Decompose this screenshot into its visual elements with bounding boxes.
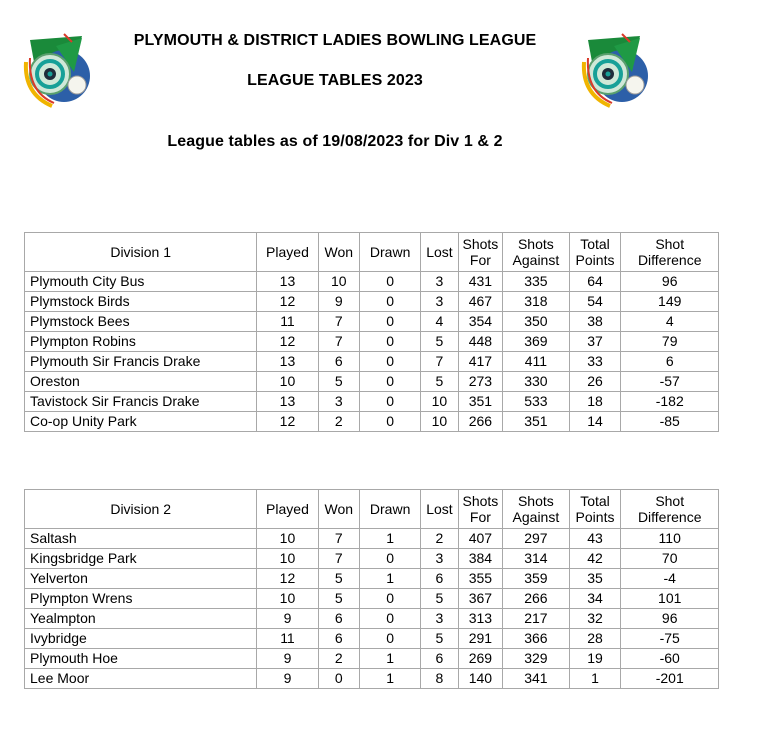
lost-cell: 2 bbox=[421, 529, 458, 549]
won-cell: 5 bbox=[318, 372, 359, 392]
shots-for-cell: 351 bbox=[458, 392, 503, 412]
total-points-cell: 32 bbox=[569, 609, 621, 629]
col-won: Won bbox=[318, 490, 359, 529]
drawn-cell: 1 bbox=[360, 669, 421, 689]
drawn-cell: 0 bbox=[360, 312, 421, 332]
shots-against-cell: 350 bbox=[503, 312, 569, 332]
shots-for-cell: 140 bbox=[458, 669, 503, 689]
shots-against-cell: 351 bbox=[503, 412, 569, 432]
shots-against-cell: 330 bbox=[503, 372, 569, 392]
drawn-cell: 0 bbox=[360, 352, 421, 372]
drawn-cell: 0 bbox=[360, 372, 421, 392]
table-row bbox=[25, 292, 719, 312]
won-cell: 5 bbox=[318, 589, 359, 609]
team-name: Oreston bbox=[25, 372, 257, 392]
shot-difference-cell: -201 bbox=[621, 669, 719, 689]
table-row bbox=[25, 412, 719, 432]
total-points-cell: 38 bbox=[569, 312, 621, 332]
col-shot-difference: Shot Difference bbox=[621, 233, 719, 272]
table-row bbox=[25, 589, 719, 609]
team-name: Saltash bbox=[25, 529, 257, 549]
played-cell: 12 bbox=[257, 412, 318, 432]
won-cell: 6 bbox=[318, 629, 359, 649]
shots-against-cell: 533 bbox=[503, 392, 569, 412]
won-cell: 6 bbox=[318, 609, 359, 629]
table-row bbox=[25, 392, 719, 412]
won-cell: 9 bbox=[318, 292, 359, 312]
shot-difference-cell: -60 bbox=[621, 649, 719, 669]
team-name: Co-op Unity Park bbox=[25, 412, 257, 432]
played-cell: 12 bbox=[257, 292, 318, 312]
lost-cell: 5 bbox=[421, 332, 458, 352]
lost-cell: 5 bbox=[421, 372, 458, 392]
played-cell: 12 bbox=[257, 569, 318, 589]
col-shots-against: Shots Against bbox=[503, 233, 569, 272]
col-won: Won bbox=[318, 233, 359, 272]
played-cell: 10 bbox=[257, 589, 318, 609]
team-name: Kingsbridge Park bbox=[25, 549, 257, 569]
table-row bbox=[25, 669, 719, 689]
shots-for-cell: 313 bbox=[458, 609, 503, 629]
shots-for-cell: 269 bbox=[458, 649, 503, 669]
col-played: Played bbox=[257, 490, 318, 529]
shot-difference-cell: -57 bbox=[621, 372, 719, 392]
col-shots-against: Shots Against bbox=[503, 490, 569, 529]
played-cell: 13 bbox=[257, 272, 318, 292]
col-drawn: Drawn bbox=[360, 233, 421, 272]
shots-for-cell: 384 bbox=[458, 549, 503, 569]
col-shot-difference: Shot Difference bbox=[621, 490, 719, 529]
shots-for-cell: 273 bbox=[458, 372, 503, 392]
shots-for-cell: 354 bbox=[458, 312, 503, 332]
played-cell: 13 bbox=[257, 352, 318, 372]
shots-for-cell: 467 bbox=[458, 292, 503, 312]
division-2-table bbox=[24, 489, 719, 689]
shots-for-cell: 266 bbox=[458, 412, 503, 432]
shots-against-cell: 369 bbox=[503, 332, 569, 352]
division-name: Division 2 bbox=[25, 490, 257, 529]
drawn-cell: 0 bbox=[360, 292, 421, 312]
col-total-points: Total Points bbox=[569, 490, 621, 529]
shot-difference-cell: -75 bbox=[621, 629, 719, 649]
table-row bbox=[25, 649, 719, 669]
shots-against-cell: 314 bbox=[503, 549, 569, 569]
shot-difference-cell: 4 bbox=[621, 312, 719, 332]
col-shots-for: Shots For bbox=[458, 233, 503, 272]
won-cell: 10 bbox=[318, 272, 359, 292]
total-points-cell: 18 bbox=[569, 392, 621, 412]
won-cell: 5 bbox=[318, 569, 359, 589]
shots-against-cell: 318 bbox=[503, 292, 569, 312]
col-drawn: Drawn bbox=[360, 490, 421, 529]
lost-cell: 6 bbox=[421, 649, 458, 669]
col-played: Played bbox=[257, 233, 318, 272]
played-cell: 11 bbox=[257, 312, 318, 332]
total-points-cell: 42 bbox=[569, 549, 621, 569]
lost-cell: 8 bbox=[421, 669, 458, 689]
won-cell: 7 bbox=[318, 549, 359, 569]
shots-against-cell: 217 bbox=[503, 609, 569, 629]
total-points-cell: 54 bbox=[569, 292, 621, 312]
won-cell: 3 bbox=[318, 392, 359, 412]
shot-difference-cell: 110 bbox=[621, 529, 719, 549]
won-cell: 2 bbox=[318, 412, 359, 432]
team-name: Plymouth City Bus bbox=[25, 272, 257, 292]
team-name: Plymstock Bees bbox=[25, 312, 257, 332]
shot-difference-cell: 96 bbox=[621, 272, 719, 292]
team-name: Lee Moor bbox=[25, 669, 257, 689]
date-line: League tables as of 19/08/2023 for Div 1 & 2 bbox=[167, 133, 503, 150]
shot-difference-cell: 70 bbox=[621, 549, 719, 569]
drawn-cell: 0 bbox=[360, 609, 421, 629]
total-points-cell: 33 bbox=[569, 352, 621, 372]
table-row bbox=[25, 332, 719, 352]
table-row bbox=[25, 272, 719, 292]
table-row bbox=[25, 569, 719, 589]
lost-cell: 3 bbox=[421, 549, 458, 569]
lost-cell: 10 bbox=[421, 392, 458, 412]
won-cell: 7 bbox=[318, 312, 359, 332]
total-points-cell: 19 bbox=[569, 649, 621, 669]
won-cell: 0 bbox=[318, 669, 359, 689]
shots-for-cell: 407 bbox=[458, 529, 503, 549]
shots-for-cell: 417 bbox=[458, 352, 503, 372]
shot-difference-cell: -85 bbox=[621, 412, 719, 432]
total-points-cell: 14 bbox=[569, 412, 621, 432]
table-row bbox=[25, 372, 719, 392]
shots-for-cell: 448 bbox=[458, 332, 503, 352]
drawn-cell: 0 bbox=[360, 272, 421, 292]
shots-against-cell: 341 bbox=[503, 669, 569, 689]
shots-against-cell: 366 bbox=[503, 629, 569, 649]
played-cell: 13 bbox=[257, 392, 318, 412]
shots-against-cell: 411 bbox=[503, 352, 569, 372]
team-name: Ivybridge bbox=[25, 629, 257, 649]
team-name: Tavistock Sir Francis Drake bbox=[25, 392, 257, 412]
played-cell: 9 bbox=[257, 609, 318, 629]
shots-against-cell: 297 bbox=[503, 529, 569, 549]
won-cell: 7 bbox=[318, 529, 359, 549]
shot-difference-cell: 149 bbox=[621, 292, 719, 312]
played-cell: 10 bbox=[257, 372, 318, 392]
table-row bbox=[25, 629, 719, 649]
lost-cell: 7 bbox=[421, 352, 458, 372]
shot-difference-cell: 79 bbox=[621, 332, 719, 352]
drawn-cell: 0 bbox=[360, 332, 421, 352]
shots-for-cell: 291 bbox=[458, 629, 503, 649]
drawn-cell: 0 bbox=[360, 392, 421, 412]
total-points-cell: 35 bbox=[569, 569, 621, 589]
won-cell: 7 bbox=[318, 332, 359, 352]
shots-for-cell: 355 bbox=[458, 569, 503, 589]
played-cell: 10 bbox=[257, 529, 318, 549]
table-header-row bbox=[25, 490, 719, 529]
division-1-table bbox=[24, 232, 719, 432]
lost-cell: 5 bbox=[421, 589, 458, 609]
total-points-cell: 37 bbox=[569, 332, 621, 352]
team-name: Plympton Wrens bbox=[25, 589, 257, 609]
shots-against-cell: 335 bbox=[503, 272, 569, 292]
drawn-cell: 1 bbox=[360, 529, 421, 549]
lost-cell: 4 bbox=[421, 312, 458, 332]
drawn-cell: 0 bbox=[360, 629, 421, 649]
lost-cell: 6 bbox=[421, 569, 458, 589]
team-name: Yelverton bbox=[25, 569, 257, 589]
shot-difference-cell: -4 bbox=[621, 569, 719, 589]
shot-difference-cell: 101 bbox=[621, 589, 719, 609]
shots-for-cell: 367 bbox=[458, 589, 503, 609]
page-subtitle: LEAGUE TABLES 2023 bbox=[247, 72, 423, 89]
lost-cell: 5 bbox=[421, 629, 458, 649]
table-row bbox=[25, 352, 719, 372]
col-total-points: Total Points bbox=[569, 233, 621, 272]
total-points-cell: 43 bbox=[569, 529, 621, 549]
total-points-cell: 26 bbox=[569, 372, 621, 392]
lost-cell: 3 bbox=[421, 609, 458, 629]
team-name: Plymstock Birds bbox=[25, 292, 257, 312]
shots-against-cell: 329 bbox=[503, 649, 569, 669]
col-shots-for: Shots For bbox=[458, 490, 503, 529]
table-header-row bbox=[25, 233, 719, 272]
shots-against-cell: 359 bbox=[503, 569, 569, 589]
shot-difference-cell: 96 bbox=[621, 609, 719, 629]
col-lost: Lost bbox=[421, 490, 458, 529]
team-name: Plympton Robins bbox=[25, 332, 257, 352]
drawn-cell: 0 bbox=[360, 549, 421, 569]
won-cell: 2 bbox=[318, 649, 359, 669]
won-cell: 6 bbox=[318, 352, 359, 372]
played-cell: 12 bbox=[257, 332, 318, 352]
drawn-cell: 1 bbox=[360, 649, 421, 669]
team-name: Yealmpton bbox=[25, 609, 257, 629]
team-name: Plymouth Hoe bbox=[25, 649, 257, 669]
division-name: Division 1 bbox=[25, 233, 257, 272]
lost-cell: 10 bbox=[421, 412, 458, 432]
total-points-cell: 1 bbox=[569, 669, 621, 689]
played-cell: 9 bbox=[257, 669, 318, 689]
total-points-cell: 34 bbox=[569, 589, 621, 609]
played-cell: 9 bbox=[257, 649, 318, 669]
table-row bbox=[25, 312, 719, 332]
total-points-cell: 64 bbox=[569, 272, 621, 292]
drawn-cell: 1 bbox=[360, 569, 421, 589]
team-name: Plymouth Sir Francis Drake bbox=[25, 352, 257, 372]
shots-against-cell: 266 bbox=[503, 589, 569, 609]
shots-for-cell: 431 bbox=[458, 272, 503, 292]
total-points-cell: 28 bbox=[569, 629, 621, 649]
col-lost: Lost bbox=[421, 233, 458, 272]
table-row bbox=[25, 609, 719, 629]
played-cell: 11 bbox=[257, 629, 318, 649]
shot-difference-cell: 6 bbox=[621, 352, 719, 372]
table-row bbox=[25, 549, 719, 569]
table-row bbox=[25, 529, 719, 549]
drawn-cell: 0 bbox=[360, 412, 421, 432]
page-title: PLYMOUTH & DISTRICT LADIES BOWLING LEAGUE bbox=[133, 32, 537, 49]
drawn-cell: 0 bbox=[360, 589, 421, 609]
played-cell: 10 bbox=[257, 549, 318, 569]
lost-cell: 3 bbox=[421, 292, 458, 312]
lost-cell: 3 bbox=[421, 272, 458, 292]
shot-difference-cell: -182 bbox=[621, 392, 719, 412]
